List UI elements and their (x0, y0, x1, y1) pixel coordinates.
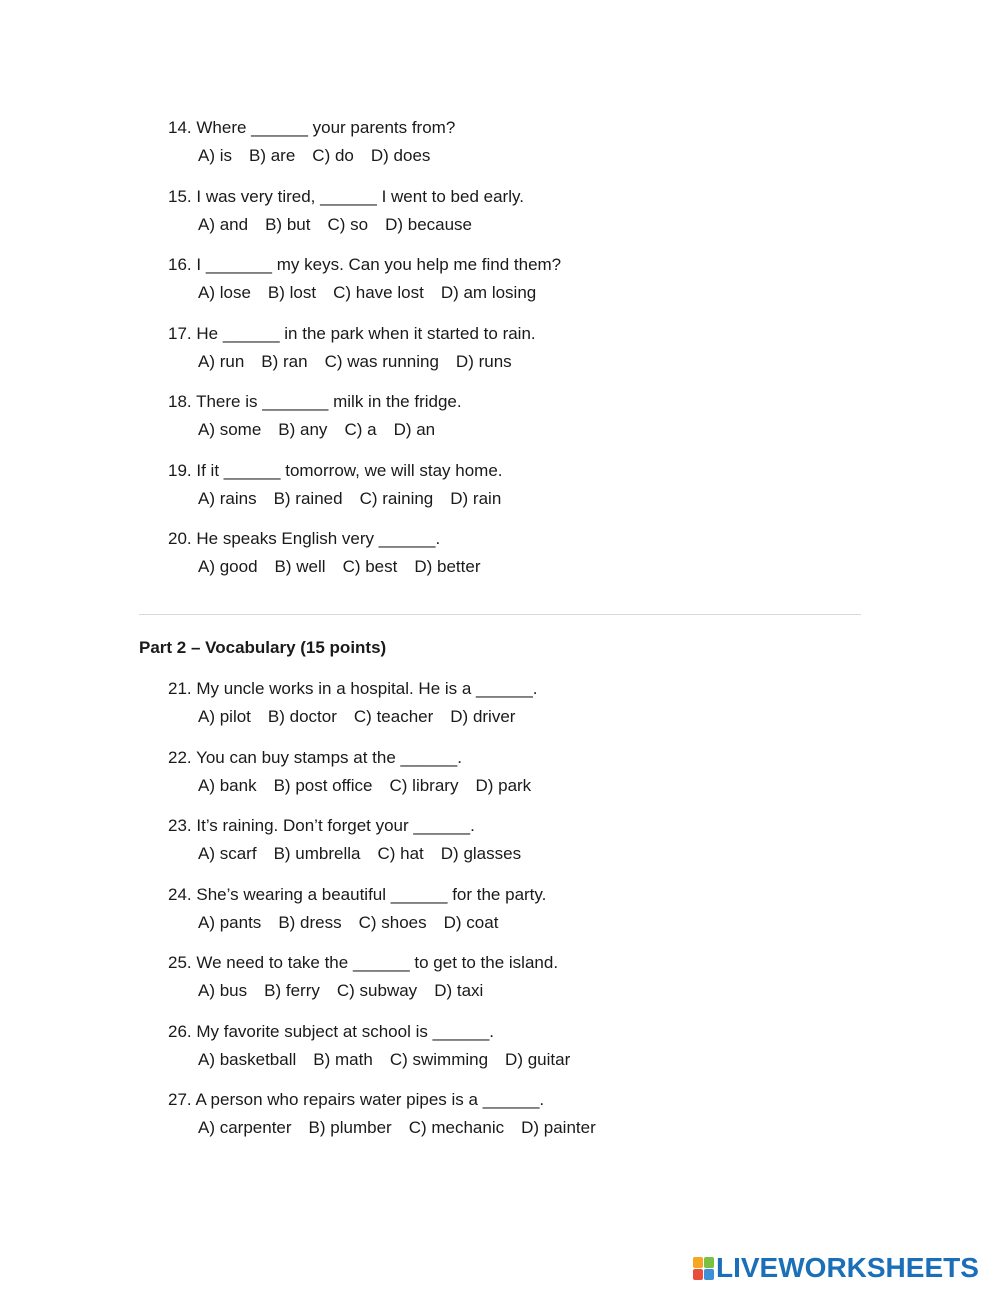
question-number: 16. (168, 255, 192, 274)
answer-option[interactable]: C) hat (377, 844, 424, 863)
question-text: There is _______ milk in the fridge. (196, 392, 462, 411)
answer-options (168, 351, 868, 373)
answer-options (168, 214, 868, 236)
answer-options (168, 912, 868, 934)
answer-option[interactable]: B) umbrella (273, 844, 361, 863)
question-number: 25. (168, 953, 192, 972)
answer-option[interactable]: D) because (385, 214, 473, 234)
answer-option[interactable]: D) rain (450, 488, 502, 508)
answer-option[interactable]: A) is (198, 146, 232, 165)
question-item (168, 678, 868, 728)
question-number: 20. (168, 529, 192, 548)
question-line (168, 678, 868, 700)
question-text: You can buy stamps at the ______. (196, 747, 462, 767)
question-line (168, 815, 868, 837)
answer-option[interactable]: D) coat (443, 912, 499, 932)
question-item (168, 528, 868, 578)
answer-option[interactable]: B) any (278, 420, 328, 439)
question-item (168, 815, 868, 865)
answer-option[interactable]: A) good (198, 557, 258, 576)
question-text: I was very tired, ______ I went to bed early. (196, 186, 524, 206)
question-text: If it ______ tomorrow, we will stay home. (196, 460, 503, 480)
answer-option[interactable]: A) lose (198, 283, 251, 302)
question-line (168, 323, 868, 345)
answer-options (168, 843, 868, 865)
logo-tile (704, 1257, 714, 1268)
answer-option[interactable]: D) park (475, 775, 532, 795)
question-line (168, 254, 868, 276)
question-text: He ______ in the park when it started to rain. (196, 323, 536, 343)
question-line (168, 952, 868, 974)
question-number: 19. (168, 460, 192, 480)
answer-option[interactable]: B) math (313, 1049, 373, 1069)
answer-option[interactable]: D) better (414, 557, 481, 576)
question-line (168, 884, 868, 906)
answer-option[interactable]: A) and (198, 214, 249, 234)
answer-option[interactable]: C) swimming (389, 1049, 489, 1069)
answer-option[interactable]: D) does (370, 146, 431, 165)
question-number: 14. (168, 118, 192, 137)
answer-option[interactable]: D) driver (450, 707, 516, 726)
answer-option[interactable]: C) shoes (358, 912, 427, 932)
answer-option[interactable]: B) ran (261, 351, 308, 371)
answer-option[interactable]: C) so (327, 214, 369, 234)
question-line (168, 186, 868, 208)
answer-option[interactable]: A) pilot (198, 707, 251, 726)
answer-option[interactable]: D) guitar (505, 1049, 571, 1069)
question-number: 24. (168, 884, 192, 904)
answer-option[interactable]: B) well (274, 557, 326, 576)
question-item (168, 747, 868, 797)
answer-option[interactable]: C) was running (324, 351, 439, 371)
section-divider (139, 614, 861, 615)
answer-option[interactable]: C) subway (336, 981, 418, 1000)
answer-options (168, 488, 868, 510)
answer-option[interactable]: C) best (342, 557, 398, 576)
question-item (168, 460, 868, 510)
question-line (168, 391, 868, 413)
answer-option[interactable]: B) ferry (264, 981, 320, 1000)
answer-option[interactable]: D) am losing (440, 283, 537, 302)
answer-option[interactable]: A) bank (198, 775, 257, 795)
answer-option[interactable]: A) bus (198, 981, 248, 1000)
answer-option[interactable]: B) are (249, 146, 296, 165)
answer-option[interactable]: A) run (198, 351, 245, 371)
answer-options (168, 556, 868, 578)
question-text: It’s raining. Don’t forget your ______. (196, 816, 475, 835)
answer-options (168, 706, 868, 728)
answer-option[interactable]: C) teacher (353, 707, 434, 726)
question-line (168, 1089, 868, 1111)
question-item (168, 952, 868, 1002)
question-item (168, 323, 868, 373)
question-number: 27. (168, 1090, 192, 1109)
question-item (168, 1021, 868, 1071)
question-item (168, 254, 868, 304)
question-line (168, 528, 868, 550)
logo-tile (693, 1269, 703, 1280)
answer-options (168, 1117, 868, 1139)
answer-option[interactable]: B) but (265, 214, 311, 234)
answer-options (168, 419, 868, 441)
question-text: Where ______ your parents from? (196, 118, 456, 137)
question-text: We need to take the ______ to get to the island. (196, 953, 559, 972)
answer-option[interactable]: D) runs (455, 351, 512, 371)
answer-option[interactable]: A) some (198, 420, 262, 439)
answer-option[interactable]: D) painter (521, 1118, 596, 1137)
part2-title: Part 2 – Vocabulary (15 points) (139, 638, 387, 657)
question-number: 23. (168, 816, 192, 835)
answer-options (168, 1049, 868, 1071)
question-number: 18. (168, 392, 192, 411)
question-item (168, 186, 868, 236)
question-text: A person who repairs water pipes is a ______. (195, 1090, 545, 1109)
answer-option[interactable]: C) mechanic (408, 1118, 505, 1137)
question-number: 17. (168, 323, 192, 343)
question-item (168, 884, 868, 934)
liveworksheets-logo (693, 1253, 979, 1283)
question-text: My favorite subject at school is ______. (196, 1021, 495, 1041)
answer-option[interactable]: D) glasses (440, 844, 522, 863)
answer-option[interactable]: C) a (344, 420, 377, 439)
question-text: I _______ my keys. Can you help me find them? (196, 255, 562, 274)
answer-option[interactable]: B) plumber (308, 1118, 392, 1137)
answer-options (168, 282, 868, 304)
question-item (168, 391, 868, 441)
question-text: She’s wearing a beautiful ______ for the party. (196, 884, 547, 904)
question-text: He speaks English very ______. (196, 529, 441, 548)
answer-option[interactable]: B) lost (267, 283, 317, 302)
answer-options (168, 980, 868, 1002)
logo-text: LIVEWORKSHEETS (716, 1252, 979, 1283)
question-item (168, 1089, 868, 1139)
answer-option[interactable]: B) rained (273, 488, 343, 508)
answer-options (168, 145, 868, 167)
question-line (168, 747, 868, 769)
question-number: 15. (168, 186, 192, 206)
answer-option[interactable]: C) do (312, 146, 354, 165)
answer-option[interactable]: B) post office (273, 775, 373, 795)
answer-option[interactable]: C) have lost (333, 283, 424, 302)
question-line (168, 460, 868, 482)
logo-tile (704, 1269, 714, 1280)
question-item (168, 117, 868, 167)
answer-option[interactable]: C) raining (359, 488, 434, 508)
answer-option[interactable]: A) basketball (198, 1049, 297, 1069)
liveworksheets-logo-icon (693, 1257, 713, 1279)
answer-option[interactable]: A) pants (198, 912, 262, 932)
question-line (168, 117, 868, 139)
answer-option[interactable]: A) rains (198, 488, 257, 508)
answer-option[interactable]: B) dress (278, 912, 342, 932)
question-line (168, 1021, 868, 1043)
answer-option[interactable]: B) doctor (267, 707, 337, 726)
question-number: 21. (168, 679, 192, 698)
answer-options (168, 775, 868, 797)
answer-option[interactable]: A) carpenter (198, 1118, 292, 1137)
logo-tile (693, 1257, 703, 1268)
question-number: 26. (168, 1021, 192, 1041)
answer-option[interactable]: D) taxi (434, 981, 484, 1000)
answer-option[interactable]: A) scarf (198, 844, 257, 863)
answer-option[interactable]: C) library (389, 775, 459, 795)
answer-option[interactable]: D) an (393, 420, 436, 439)
question-number: 22. (168, 747, 192, 767)
question-text: My uncle works in a hospital. He is a ______. (196, 679, 538, 698)
